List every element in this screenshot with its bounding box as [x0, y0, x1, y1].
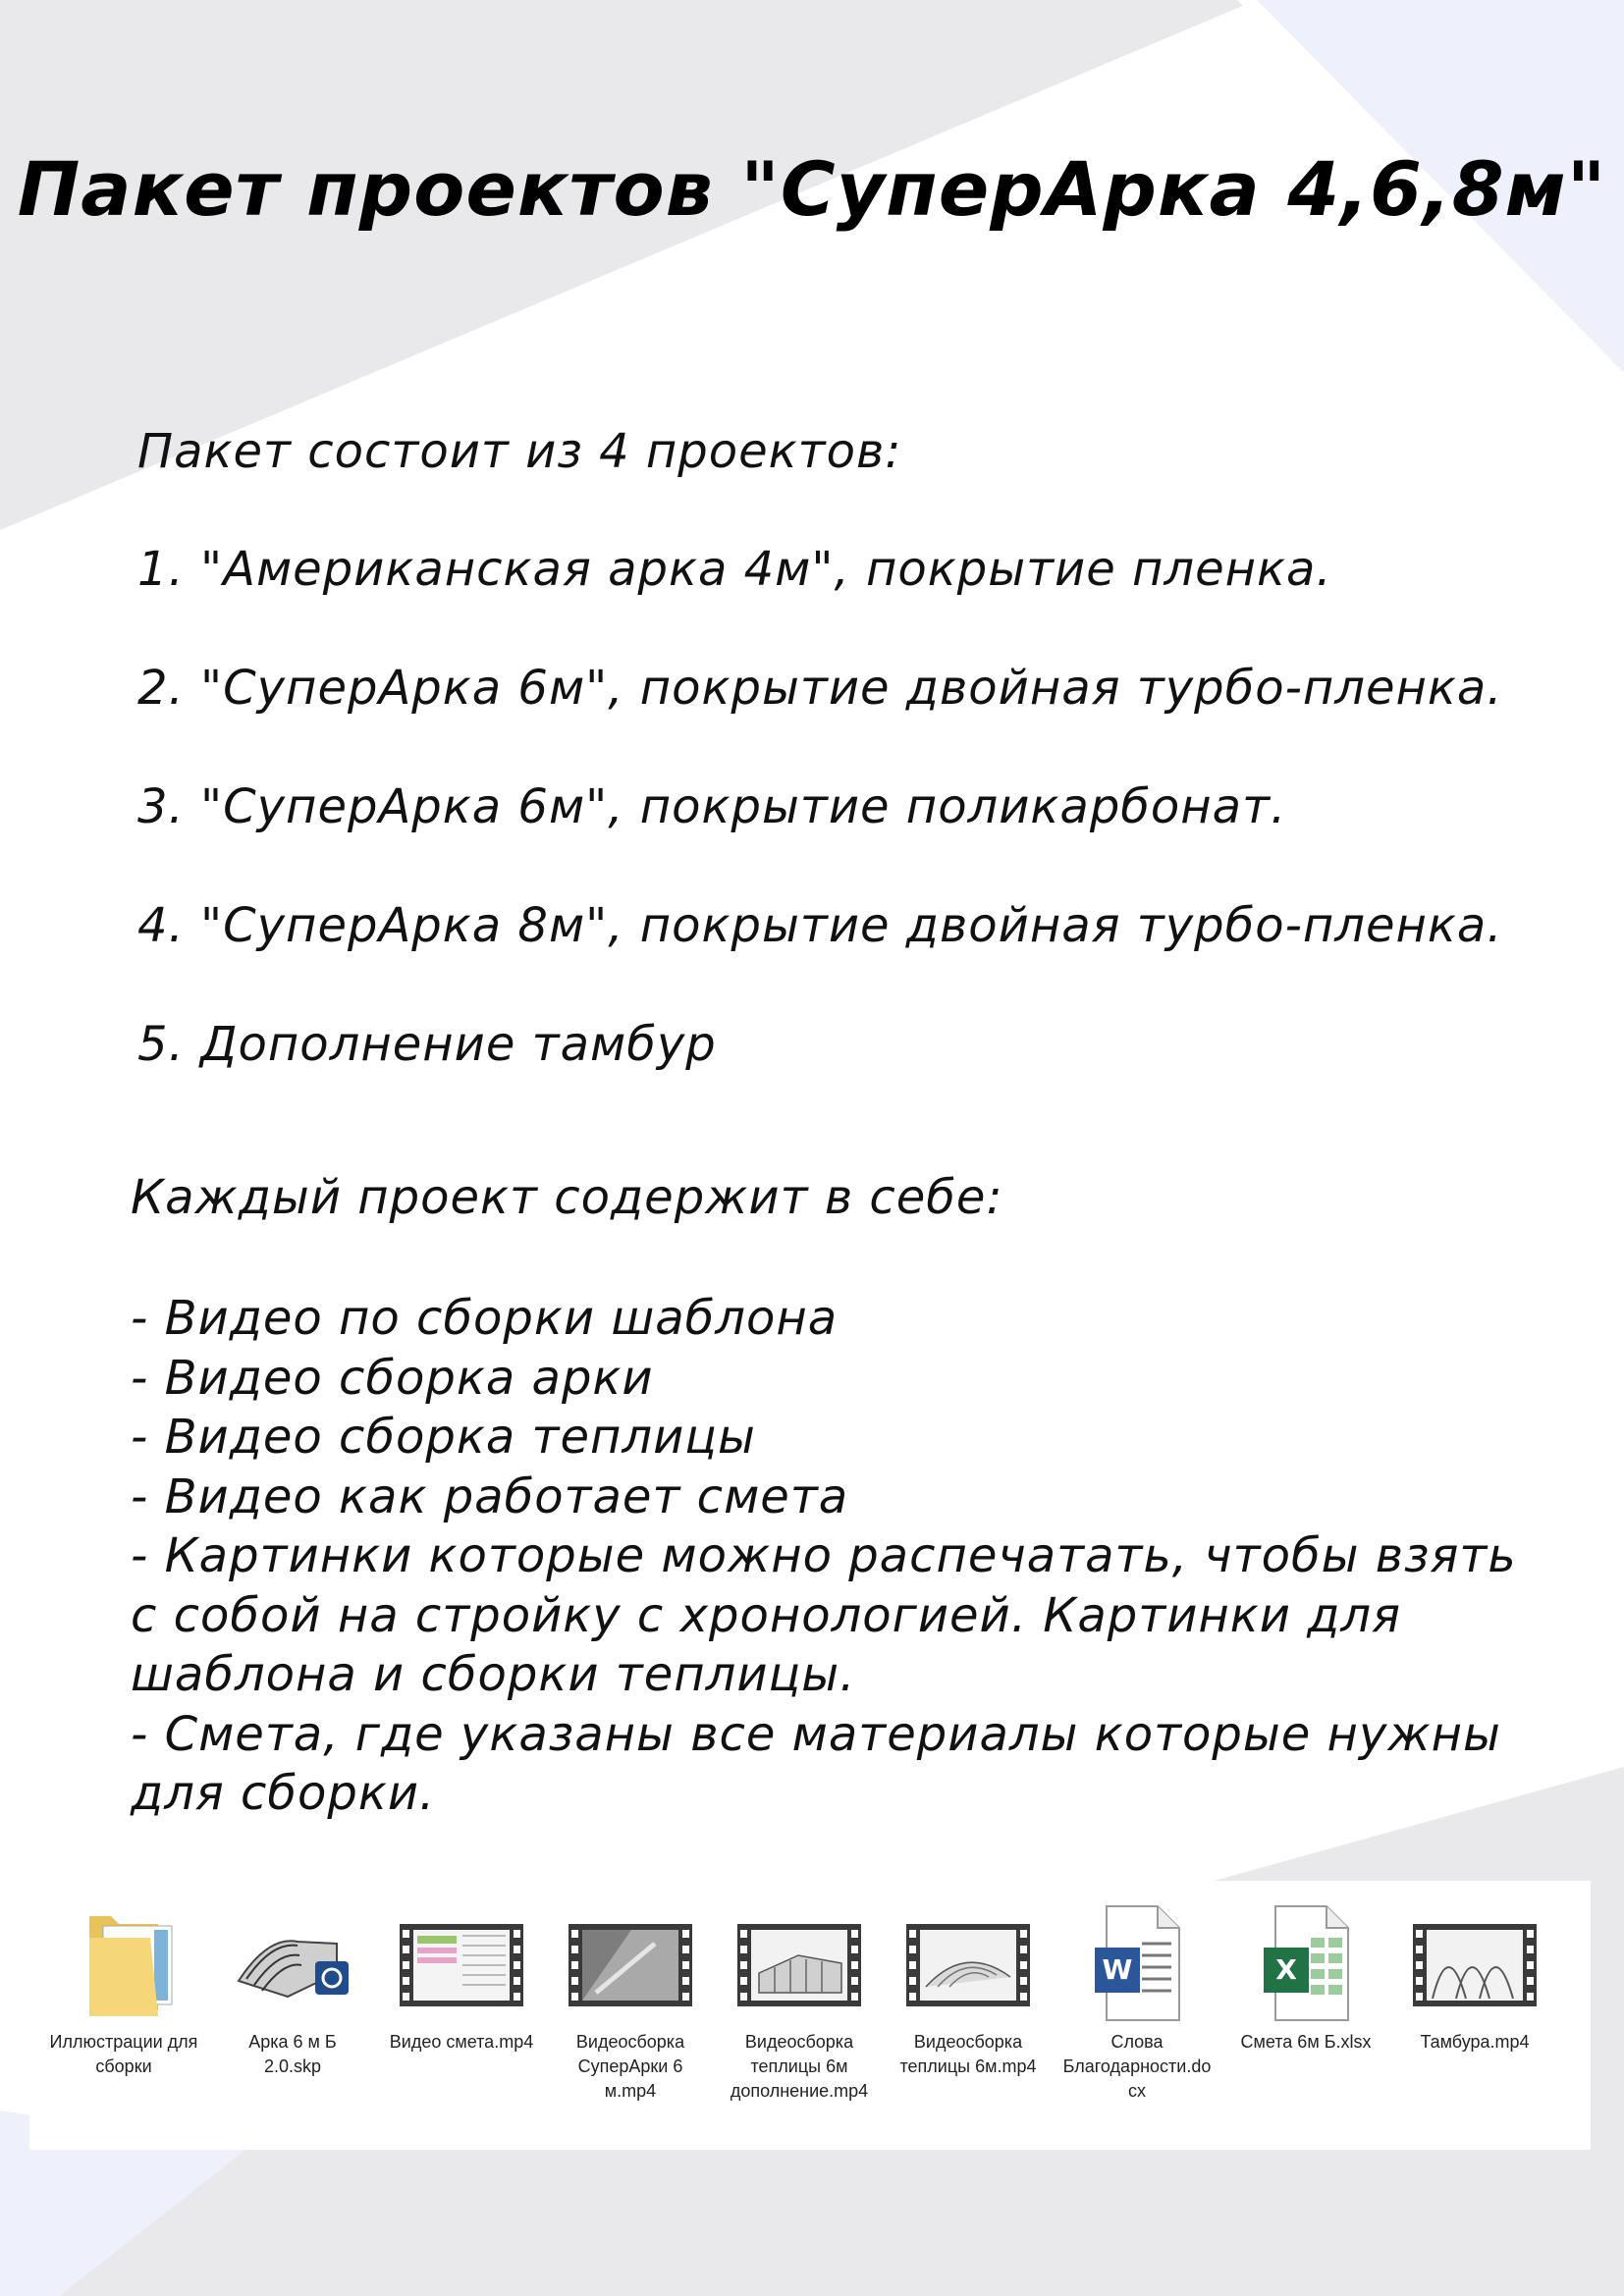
file-item-tambur[interactable] — [1396, 1904, 1553, 2055]
file-label: Видео смета.mp4 — [389, 2032, 534, 2052]
contains-item: - Видео по сборки шаблона — [131, 1291, 839, 1346]
file-item-skp[interactable] — [214, 1904, 371, 2079]
svg-text:X: X — [1275, 1953, 1297, 1986]
file-item-illustrations[interactable] — [45, 1904, 202, 2079]
file-label: Видеосборка СуперАрки 6 м.mp4 — [575, 2032, 685, 2101]
file-label: Видеосборка теплицы 6м.mp4 — [899, 2032, 1037, 2076]
svg-text:W: W — [1102, 1953, 1133, 1986]
project-item: 3. "СуперАрка 6м", покрытие поликарбонат. — [137, 779, 1287, 834]
file-item-video-teplica[interactable] — [890, 1904, 1047, 2079]
folder-icon — [60, 1904, 188, 2022]
contains-item: - Видео сборка арки — [131, 1350, 654, 1406]
project-item: 2. "СуперАрка 6м", покрытие двойная турбо-пленка. — [137, 661, 1503, 716]
contains-item: шаблона и сборки теплицы. — [131, 1647, 856, 1702]
video-file-icon — [567, 1904, 694, 2022]
video-file-icon — [398, 1904, 525, 2022]
contains-item: - Видео сборка теплицы — [131, 1410, 756, 1465]
file-label: Иллюстрации для сборки — [49, 2032, 198, 2076]
file-item-docx[interactable] — [1058, 1904, 1216, 2104]
file-label: Тамбура.mp4 — [1420, 2032, 1530, 2052]
contains-item: - Видео как работает смета — [131, 1468, 849, 1524]
sketchup-file-icon — [229, 1904, 356, 2022]
intro-text — [137, 424, 901, 479]
file-item-video-superarka[interactable] — [552, 1904, 709, 2104]
word-file-icon — [1073, 1904, 1201, 2022]
file-label: Видеосборка теплицы 6м дополнение.mp4 — [730, 2032, 869, 2101]
file-label: Смета 6м Б.xlsx — [1240, 2032, 1372, 2052]
contains-item: - Картинки которые можно распечатать, чтобы взять — [131, 1528, 1517, 1583]
file-item-video-smeta[interactable] — [383, 1904, 540, 2055]
page-title: Пакет проектов "СуперАрка 4,6,8м" — [17, 145, 1607, 233]
projects-list — [137, 542, 1503, 1136]
excel-file-icon — [1242, 1904, 1370, 2022]
file-label: Слова Благодарности.docx — [1062, 2032, 1212, 2101]
video-file-icon — [1411, 1904, 1539, 2022]
intro-line: Пакет состоит из 4 проектов: — [137, 424, 902, 479]
project-item: 5. Дополнение тамбур — [137, 1017, 717, 1072]
contains-list — [131, 1289, 1517, 1824]
file-explorer-panel — [29, 1881, 1591, 2150]
file-item-video-dopolnenie[interactable] — [721, 1904, 878, 2104]
contains-heading — [131, 1170, 1003, 1225]
project-item: 1. "Американская арка 4м", покрытие пленка. — [137, 542, 1332, 597]
contains-heading-text: Каждый проект содержит в себе: — [131, 1170, 1003, 1225]
contains-item: с собой на стройку с хронологией. Картинки для — [131, 1587, 1401, 1643]
file-item-xlsx[interactable] — [1227, 1904, 1384, 2055]
contains-item: для сборки. — [131, 1766, 436, 1821]
contains-item: - Смета, где указаны все материалы которые нужны — [131, 1706, 1501, 1762]
video-file-icon — [904, 1904, 1032, 2022]
video-file-icon — [735, 1904, 863, 2022]
file-label: Арка 6 м Б 2.0.skp — [248, 2032, 337, 2076]
project-item: 4. "СуперАрка 8м", покрытие двойная турбо-пленка. — [137, 898, 1503, 953]
